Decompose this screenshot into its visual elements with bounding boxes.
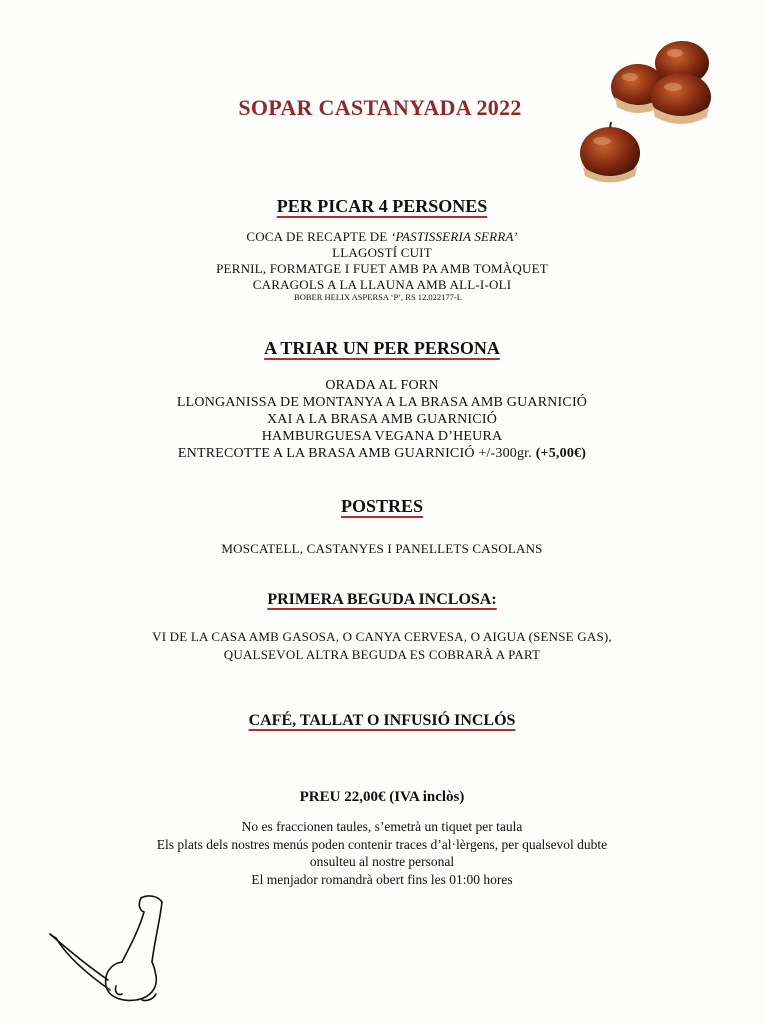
beguda-line-2: QUALSEVOL ALTRA BEGUDA ES COBRARÀ A PART	[223, 647, 541, 662]
note-line-2: Els plats dels nostres menús poden contenir traces d’al·lèrgens, per qualsevol dubte	[156, 837, 608, 852]
item-hamburguesa: HAMBURGUESA VEGANA D’HEURA	[261, 429, 503, 444]
note-line-1: No es fraccionen taules, s’emetrà un tiquet per taula	[241, 819, 523, 834]
item-llagosti: LLAGOSTÍ CUIT	[332, 245, 432, 260]
porron-icon	[44, 890, 174, 1010]
heading-a-triar: A TRIAR UN PER PERSONA	[264, 338, 500, 358]
item-moscatell: MOSCATELL, CASTANYES I PANELLETS CASOLANS	[221, 541, 543, 556]
item-coca	[0, 229, 764, 245]
item-coca-text: COCA DE RECAPTE DE	[246, 229, 388, 244]
note-line-3: onsulteu al nostre personal	[309, 854, 455, 869]
menu-title: SOPAR CASTANYADA 2022	[238, 95, 522, 120]
item-entrecotte-supplement: (+5,00€)	[535, 446, 587, 461]
item-caragols: CARAGOLS A LA LLAUNA AMB ALL-I-OLI	[252, 277, 512, 292]
item-llonganissa: LLONGANISSA DE MONTANYA A LA BRASA AMB GUARNICIÓ	[176, 395, 588, 410]
item-pernil: PERNIL, FORMATGE I FUET AMB PA AMB TOMÀQUET	[216, 261, 548, 276]
item-coca-brand: ‘PASTISSERIA SERRA’	[390, 229, 518, 244]
item-xai: XAI A LA BRASA AMB GUARNICIÓ	[266, 412, 498, 427]
heading-primera-beguda: PRIMERA BEGUDA INCLOSA:	[267, 591, 497, 608]
heading-cafe: CAFÉ, TALLAT O INFUSIÓ INCLÓS	[248, 712, 516, 729]
beguda-line-1: VI DE LA CASA AMB GASOSA, O CANYA CERVESA, O AIGUA (SENSE GAS),	[152, 629, 612, 644]
note-line-4: El menjador romandrà obert fins les 01:00 hores	[251, 872, 513, 887]
price: PREU 22,00€ (IVA inclòs)	[299, 789, 465, 805]
item-entrecotte-text: ENTRECOTTE A LA BRASA AMB GUARNICIÓ +/-300gr.	[177, 446, 532, 461]
heading-postres: POSTRES	[340, 496, 424, 516]
item-orada: ORADA AL FORN	[325, 378, 439, 393]
heading-per-picar: PER PICAR 4 PERSONES	[276, 196, 488, 216]
item-caragols-note: BOBER HELIX ASPERSA ‘P’, RS 12.022177-L	[294, 292, 462, 302]
item-entrecotte	[0, 444, 764, 463]
